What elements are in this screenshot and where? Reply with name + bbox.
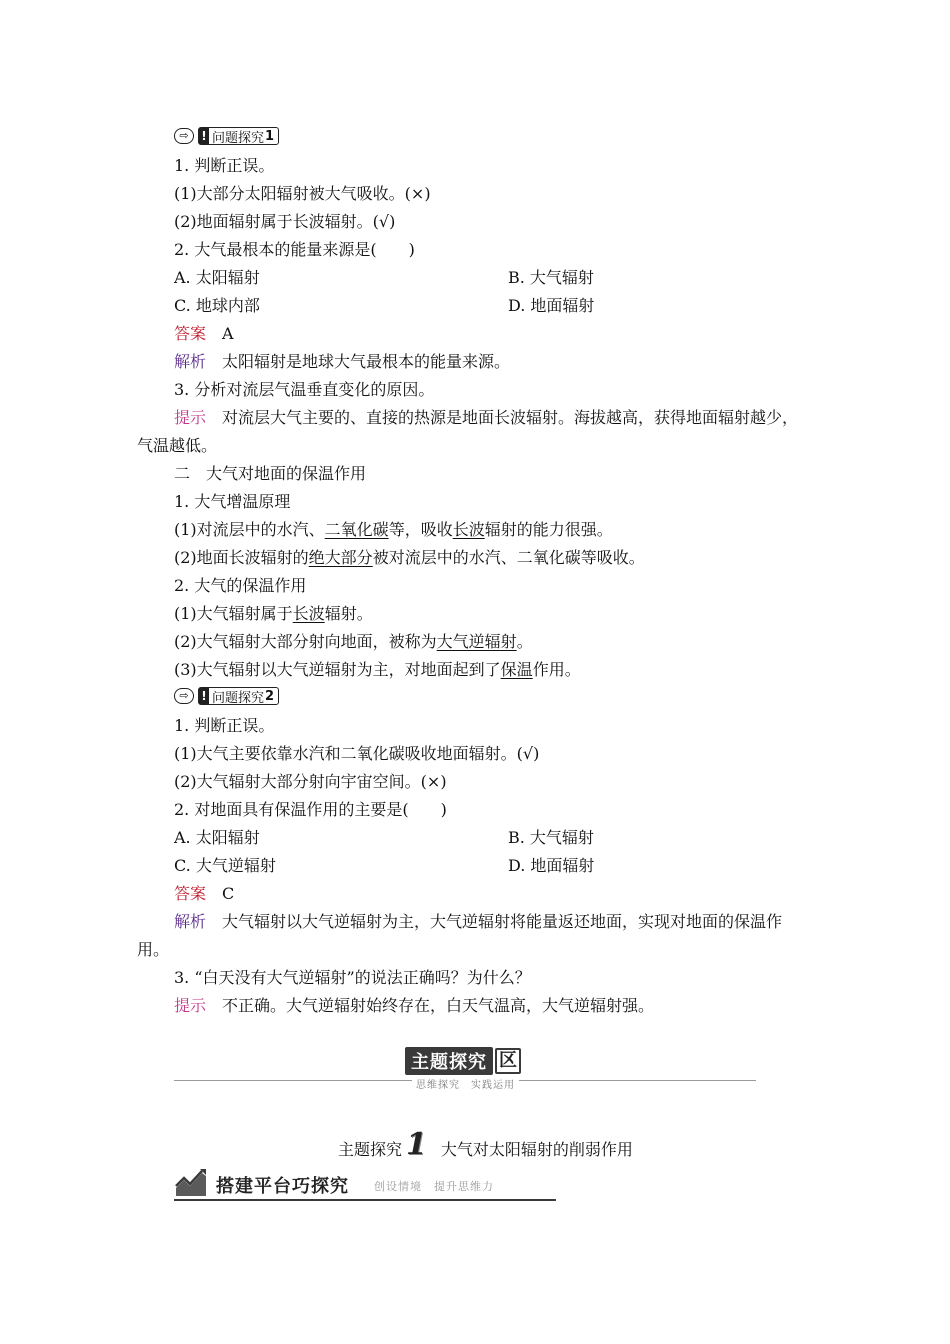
banner-label: 问题探究 [212,130,265,146]
answer-value: C [222,884,235,903]
banner-number: 1 [265,128,275,144]
analysis-line-2: 用。 [137,940,170,959]
answer-value: A [222,324,234,343]
text-segment: (3)大气辐射以大气逆辐射为主，对地面起到了 [174,660,501,679]
text-segment: 。 [516,632,533,651]
zone-title-dark: 主题探究 [405,1047,493,1075]
zone-title [405,1048,521,1074]
options-row-2 [174,296,774,316]
text-segment: (1)对流层中的水汽、 [174,520,325,539]
point-2: 2. 大气的保温作用 [174,576,307,595]
question-3: 3. 分析对流层气温垂直变化的原因。 [174,380,435,399]
answer-line [174,324,234,344]
answer-label: 答案 [174,324,207,343]
answer-label: 答案 [174,884,207,903]
point-1-item-2 [174,548,645,568]
text-segment: 被对流层中的水汽、二氧化碳等吸收。 [372,548,645,567]
exclamation-icon: ! [199,688,209,704]
option-c: C. 地球内部 [174,296,260,315]
analysis-text: 大气辐射以大气逆辐射为主，大气逆辐射将能量返还地面，实现对地面的保温作 [222,912,783,931]
hint-line-1 [174,408,798,428]
text-segment: 辐射的能力很强。 [484,520,613,539]
underlined-blank: 长波 [292,604,325,623]
underlined-blank: 绝大部分 [308,548,373,567]
option-d: D. 地面辐射 [508,856,595,875]
topic-number: 1 [406,1127,427,1162]
option-d: D. 地面辐射 [508,296,595,315]
platform-underline [174,1199,556,1201]
hint-label: 提示 [174,408,207,427]
option-a: A. 太阳辐射 [174,268,260,287]
options-row-2 [174,856,774,876]
options-row-1 [174,268,774,288]
analysis-line [174,352,510,372]
exclamation-icon: ! [199,128,209,144]
analysis-label: 解析 [174,352,207,371]
analysis-line-1 [174,912,782,932]
banner-number: 2 [265,688,275,704]
hint-text: 不正确。大气逆辐射始终存在，白天气温高，大气逆辐射强。 [222,996,655,1015]
options-row-1 [174,828,774,848]
banner-box [198,127,279,145]
topic-heading [338,1126,633,1160]
point-2-item-1 [174,604,373,624]
option-b: B. 大气辐射 [508,828,594,847]
text-segment: 等，吸收 [388,520,453,539]
arrow-right-icon: ⇨ [174,128,194,144]
question-1-item-1: (1)大气主要依靠水汽和二氧化碳吸收地面辐射。(√) [174,744,540,763]
question-2: 2. 对地面具有保温作用的主要是( ) [174,800,447,819]
hint-line-2: 气温越低。 [137,436,218,455]
underlined-blank: 二氧化碳 [324,520,389,539]
question-explore-banner-1 [174,126,279,146]
zone-header [174,1046,756,1096]
option-b: B. 大气辐射 [508,268,594,287]
topic-prefix: 主题探究 [338,1140,403,1159]
point-2-item-2 [174,632,533,652]
hint-line [174,996,654,1016]
question-1: 1. 判断正误。 [174,156,275,175]
answer-line [174,884,234,904]
hint-text: 对流层大气主要的、直接的热源是地面长波辐射。海拔越高，获得地面辐射越少， [222,408,799,427]
underlined-blank: 大气逆辐射 [436,632,517,651]
topic-title: 大气对太阳辐射的削弱作用 [440,1140,633,1159]
banner-box [198,687,279,705]
question-2: 2. 大气最根本的能量来源是( ) [174,240,415,259]
question-explore-banner-2 [174,686,279,706]
analysis-label: 解析 [174,912,207,931]
banner-label: 问题探究 [212,690,265,706]
text-segment: (2)地面长波辐射的 [174,548,309,567]
platform-title: 搭建平台巧探究 [216,1176,349,1197]
text-segment: (2)大气辐射大部分射向地面，被称为 [174,632,437,651]
analysis-text: 太阳辐射是地球大气最根本的能量来源。 [222,352,511,371]
point-1: 1. 大气增温原理 [174,492,291,511]
point-1-item-1 [174,520,613,540]
section-heading: 二 大气对地面的保温作用 [174,464,367,483]
option-c: C. 大气逆辐射 [174,856,276,875]
option-a: A. 太阳辐射 [174,828,260,847]
question-3: 3. “白天没有大气逆辐射”的说法正确吗？为什么？ [174,968,531,987]
underlined-blank: 保温 [500,660,533,679]
question-1-item-2: (2)地面辐射属于长波辐射。(√) [174,212,396,231]
question-1-item-1: (1)大部分太阳辐射被大气吸收。(×) [174,184,431,203]
point-2-item-3 [174,660,581,680]
platform-header [174,1166,556,1202]
text-segment: 作用。 [532,660,581,679]
arrow-right-icon: ⇨ [174,688,194,704]
underlined-blank: 长波 [452,520,485,539]
text-segment: (1)大气辐射属于 [174,604,293,623]
question-1-item-2: (2)大气辐射大部分射向宇宙空间。(×) [174,772,447,791]
chart-trend-icon [174,1168,208,1198]
zone-subtitle: 思维探究 实践运用 [412,1076,519,1091]
hint-label: 提示 [174,996,207,1015]
text-segment: 辐射。 [324,604,373,623]
platform-hint: 创设情境 提升思维力 [374,1180,494,1193]
zone-title-light: 区 [495,1048,521,1074]
question-1: 1. 判断正误。 [174,716,275,735]
